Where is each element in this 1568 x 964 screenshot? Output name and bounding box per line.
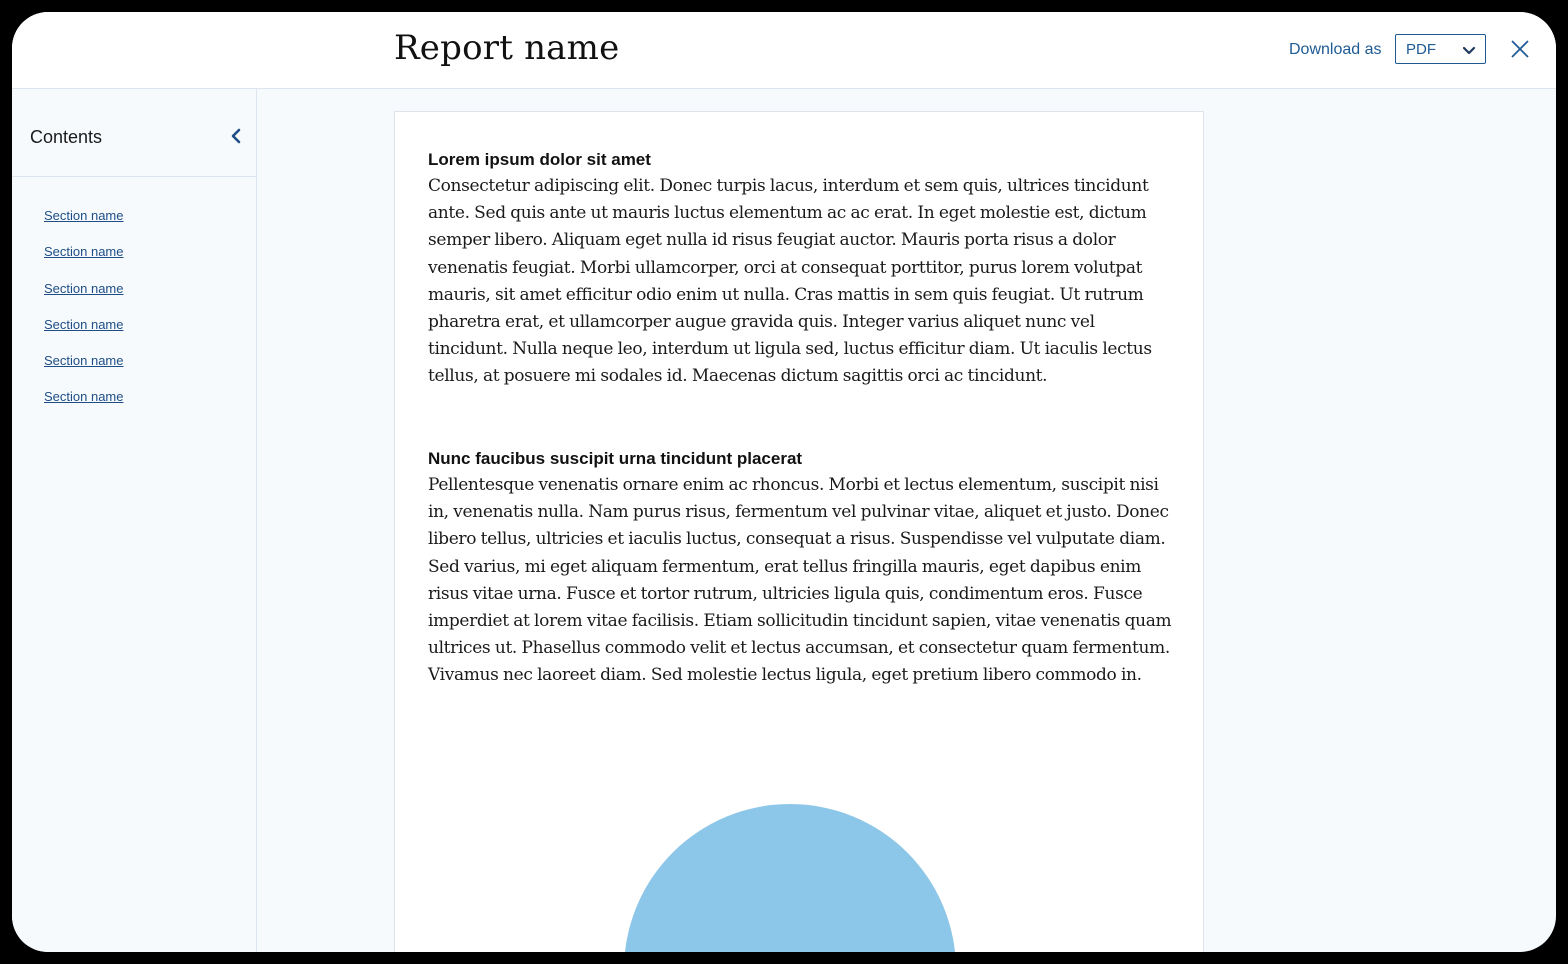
section-body: Pellentesque venenatis ornare enim ac rhoncus. Morbi et lectus elementum, suscipit nisi in, venenatis nulla. Nam purus risus, fermentum vel pulvinar vitae, aliquet et justo. Donec libero tellus, ultricies et iaculis luctus, consequat a risus. Suspendisse vel vulputate diam. Sed varius, mi eget aliquam fermentum, erat tellus fringilla mauris, eget dapibus enim risus vitae urna. Fusce et tortor rutrum, ultricies ligula quis, condimentum eros. Fusce imperdiet at lorem vitae facilisis. Etiam sollicitudin tincidunt sapien, vitae venenatis quam ultrices ut. Phasellus commodo velit et lectus accumsan, et consectetur quam fermentum. Vivamus nec laoreet diam. Sed molestie lectus ligula, eget pretium libero commodo in. bbox=[428, 475, 1172, 686]
chart-circle bbox=[624, 804, 956, 952]
contents-sidebar bbox=[12, 89, 257, 952]
format-select[interactable] bbox=[1395, 34, 1486, 64]
sidebar-item-section-3[interactable]: Section name bbox=[44, 280, 124, 296]
section-body: Consectetur adipiscing elit. Donec turpis lacus, interdum et sem quis, ultrices tincidunt ante. Sed quis ante ut mauris luctus elementum ac ac erat. In eget molestie est, dictum semper libero. Aliquam eget nulla id risus feugiat auctor. Mauris porta risus a dolor venenatis feugiat. Morbi ullamcorper, orci at consequat porttitor, purus lorem volutpat mauris, sit amet efficitur odio enim ut nulla. Cras mattis in sem quis feugiat. Ut rutrum pharetra erat, et ullamcorper augue gravida quis. Integer varius aliquet nunc vel tincidunt. Nulla neque leo, interdum ut ligula sed, luctus efficitur diam. Ut iaculis lectus tellus, at posuere mi sodales id. Maecenas dictum sagittis orci ac tincidunt. bbox=[428, 176, 1152, 387]
report-viewer bbox=[12, 12, 1556, 952]
sidebar-item-section-2[interactable]: Section name bbox=[44, 244, 124, 260]
section-list bbox=[44, 207, 124, 425]
list-item bbox=[44, 280, 124, 316]
sidebar-item-section-1[interactable]: Section name bbox=[44, 208, 124, 223]
download-label: Download as bbox=[1289, 41, 1382, 58]
sidebar-item-section-4[interactable]: Section name bbox=[44, 316, 124, 332]
section-heading: Nunc faucibus suscipit urna tincidunt placerat bbox=[428, 449, 803, 468]
sidebar-item-section-6[interactable]: Section name bbox=[44, 389, 124, 405]
report-section-1 bbox=[428, 146, 1173, 391]
report-section-2 bbox=[428, 445, 1173, 690]
sidebar-header bbox=[12, 89, 256, 177]
report-page bbox=[394, 111, 1204, 952]
page-title: Report name bbox=[394, 28, 620, 68]
list-item bbox=[44, 243, 124, 279]
section-heading: Lorem ipsum dolor sit amet bbox=[428, 150, 651, 169]
list-item bbox=[44, 316, 124, 352]
sidebar-item-section-5[interactable]: Section name bbox=[44, 353, 124, 369]
close-icon[interactable] bbox=[1509, 38, 1531, 60]
chevron-down-icon bbox=[1461, 43, 1477, 57]
list-item bbox=[44, 388, 124, 424]
list-item bbox=[44, 207, 124, 243]
format-select-value: PDF bbox=[1406, 41, 1436, 58]
list-item bbox=[44, 352, 124, 388]
report-chart bbox=[395, 772, 1205, 952]
header bbox=[12, 12, 1556, 89]
contents-title: Contents bbox=[30, 127, 103, 147]
chevron-left-icon[interactable] bbox=[227, 127, 245, 145]
